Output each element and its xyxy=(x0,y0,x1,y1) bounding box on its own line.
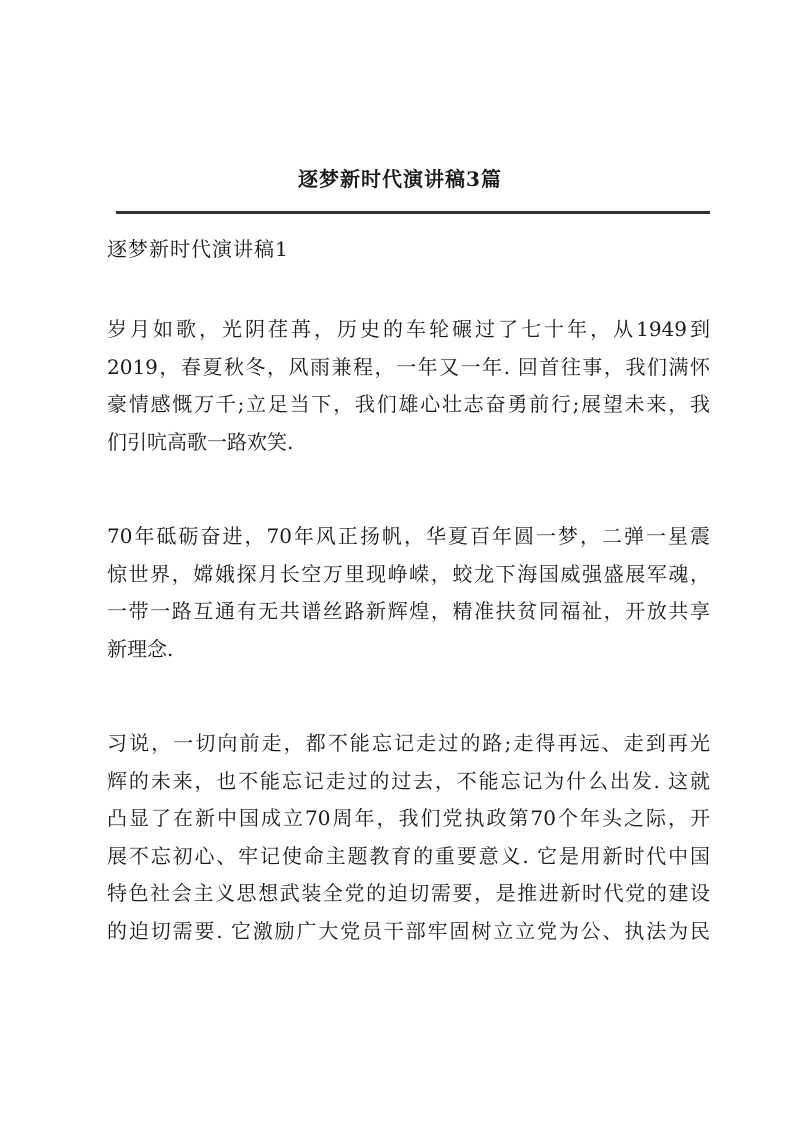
paragraph-line: 新理念. xyxy=(107,636,174,661)
paragraph-line: 的迫切需要. 它激励广大党员干部牢固树立立党为公、执法为民 xyxy=(107,918,710,943)
paragraph-line: 一带一路互通有无共谱丝路新辉煌，精准扶贫同福祉，开放共享 xyxy=(107,599,710,623)
paragraph-3 xyxy=(107,725,710,950)
paragraph-1 xyxy=(107,311,710,461)
title-divider xyxy=(116,211,710,214)
paragraph-line: 们引吭高歌一路欢笑. xyxy=(107,429,294,454)
paragraph-line: 豪情感慨万千;立足当下，我们雄心壮志奋勇前行;展望未来，我 xyxy=(107,392,710,416)
paragraph-line: 习说，一切向前走，都不能忘记走过的路;走得再远、走到再光 xyxy=(107,731,710,755)
paragraph-line: 惊世界，嫦娥探月长空万里现峥嵘，蛟龙下海国威强盛展军魂， xyxy=(107,561,710,586)
paragraph-line: 辉的未来，也不能忘记走过的过去，不能忘记为什么出发. 这就 xyxy=(107,768,710,793)
document-title: 逐梦新时代演讲稿3篇 xyxy=(298,167,502,191)
paragraph-2 xyxy=(107,518,710,668)
paragraph-line: 2019，春夏秋冬，风雨兼程，一年又一年. 回首往事，我们满怀 xyxy=(107,354,710,379)
paragraph-line: 凸显了在新中国成立70周年，我们党执政第70个年头之际，开 xyxy=(107,806,710,830)
paragraph-line: 岁月如歌，光阴荏苒，历史的车轮碾过了七十年，从1949到 xyxy=(107,317,710,341)
paragraph-line: 特色社会主义思想武装全党的迫切需要，是推进新时代党的建设 xyxy=(107,881,710,905)
paragraph-line: 70年砥砺奋进，70年风正扬帆，华夏百年圆一梦，二弹一星震 xyxy=(107,524,710,548)
paragraph-line: 展不忘初心、牢记使命主题教育的重要意义. 它是用新时代中国 xyxy=(107,843,710,868)
section-heading: 逐梦新时代演讲稿1 xyxy=(107,237,289,261)
